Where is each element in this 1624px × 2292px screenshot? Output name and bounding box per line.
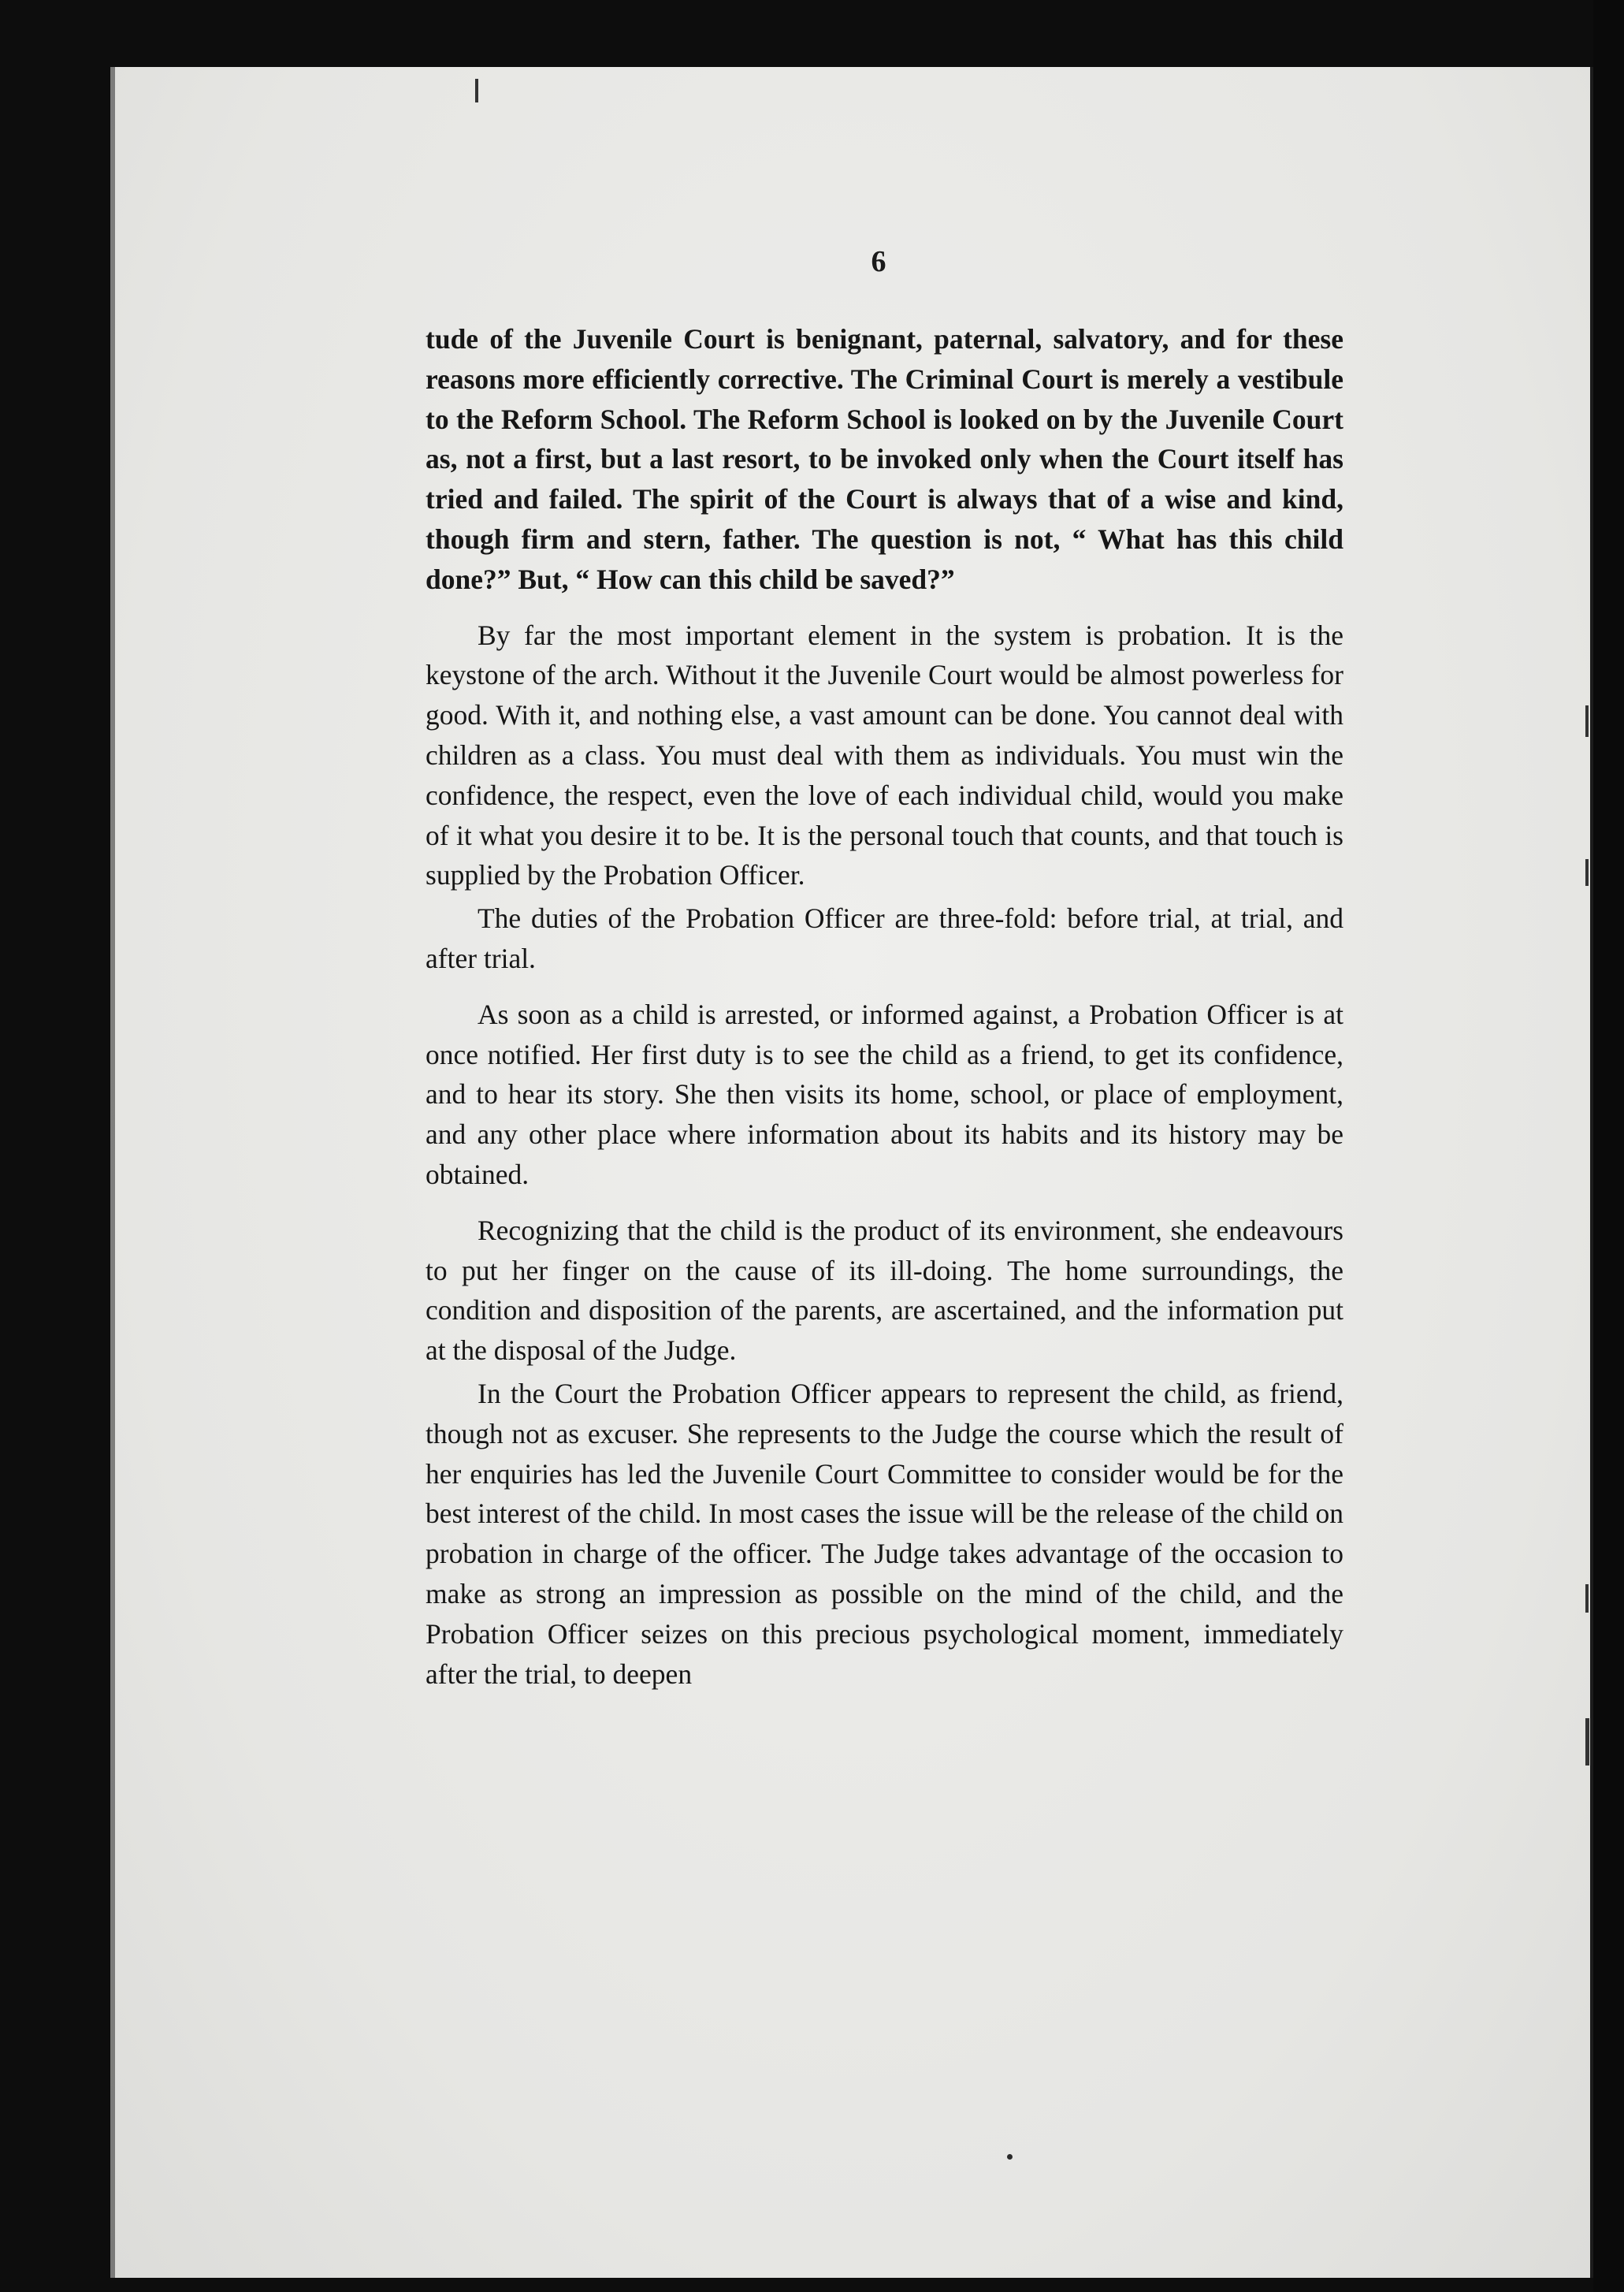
paragraph-probation: By far the most important element in the system is probation. It is the keystone of the arch. Without it the Juvenile Court would be almost powerless for good. With it, and nothing else, a vast amount can be done. You cannot deal with children as a class. You must deal with them as individuals. You must win the confidence, the respect, even the love of each individual child, would you make of it what you desire it to be. It is the personal touch that counts, and that touch is supplied by the Probation Officer. — [426, 619, 1343, 891]
page-number: 6 — [871, 245, 886, 278]
paragraph-duties: The duties of the Probation Officer are three-fold: before trial, at trial, and after trial. — [426, 902, 1343, 974]
paragraph-environment: Recognizing that the child is the product of its environment, she endeavours to put her finger on the cause of its ill-doing. The home surroundings, the condition and disposition of the parents, are ascertained, and the information put at the disposal of the Judge. — [426, 1214, 1343, 1367]
scan-dot — [1007, 2154, 1013, 2160]
binding-edge — [110, 67, 115, 2278]
scan-mark-right-3 — [1585, 1584, 1589, 1613]
paragraph-continued: tude of the Juvenile Court is benignant, paternal, salvatory, and for these reasons more efficiently corrective. The Criminal Court is merely a vestibule to the Reform School. The Reform School is looked on by the Juvenile Court as, not a first, but a last resort, to be invoked only when the Court itself has tried and failed. The spirit of the Court is always that of a wise and kind, though firm and stern, father. The question is not, “ What has this child done?” But, “ How can this child be saved?” — [426, 323, 1343, 595]
paragraph-arrest: As soon as a child is arrested, or informed against, a Probation Officer is at once notified. Her first duty is to see the child as a friend, to get its confidence, and to hear its story. She then visits its home, school, or place of employment, and any other place where information about its habits and its history may be obtained. — [426, 998, 1343, 1190]
scan-mark-top — [475, 79, 478, 102]
body-text — [426, 319, 1343, 1694]
scan-mark-right-2 — [1585, 859, 1589, 886]
paragraph-court: In the Court the Probation Officer appears to represent the child, as friend, though not as excuser. She represents to the Judge the course which the result of her enquiries has led the Juvenile Court Committee to consider would be for the best interest of the child. In most cases the issue will be the release of the child on probation in charge of the officer. The Judge takes advantage of the occasion to make as strong an impression as possible on the mind of the child, and the Probation Officer seizes on this precious psychological moment, immediately after the trial, to deepen — [426, 1377, 1343, 1690]
scan-mark-right-4 — [1585, 1718, 1589, 1766]
scan-mark-right-1 — [1585, 705, 1589, 737]
scan-border-right — [1593, 0, 1624, 2292]
